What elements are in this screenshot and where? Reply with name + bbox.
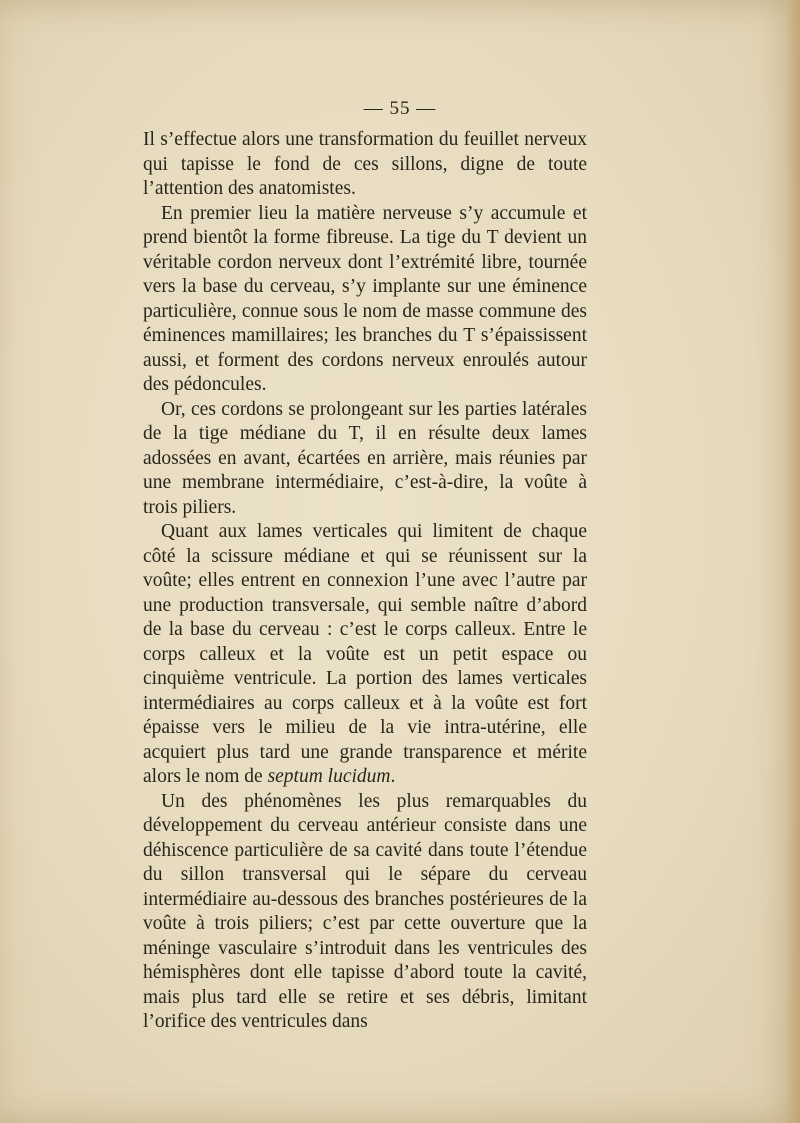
paragraph-4-text: Quant aux lames verticales qui limitent de chaque côté la scissure médiane et qui se réunissent sur la voûte; elles entrent en connexion l’une avec l’autre par une production transversale, qui semble naître d’abord de la base du cerveau : c’est le corps calleux. Entre le corps calleux et la voûte est un petit espace ou cinquième ventricule. La portion des lames verticales intermédiaires au corps calleux et à la voûte est fort épaisse vers le milieu de la vie intra-utérine, elle acquiert plus tard une grande transparence et mérite alors le nom de bbox=[143, 521, 587, 787]
paragraph-5: Un des phénomènes les plus remarquables du développement du cerveau antérieur consiste dans une déhiscence particulière de sa cavité dans toute l’étendue du sillon transversal qui le sépare du cerveau intermédiaire au-dessous des branches postérieures de la voûte à trois piliers; c’est par cette ouverture que la méninge vasculaire s’introduit dans les ventricules des hémisphères dont elle tapisse d’abord toute la cavité, mais plus tard elle se retire et ses débris, limitant l’orifice des ventricules dans bbox=[143, 790, 587, 1032]
paragraph-3: Or, ces cordons se prolongeant sur les parties latérales de la tige médiane du T, il en résulte deux lames adossées en avant, écartées en arrière, mais réunies par une membrane intermédiaire, c’est-à-dire, la voûte à trois piliers. bbox=[143, 398, 587, 518]
paragraph-4 bbox=[143, 520, 587, 790]
body-text bbox=[143, 128, 587, 1035]
septum-lucidum-term: septum lucidum bbox=[267, 766, 391, 787]
paragraph-2: En premier lieu la matière nerveuse s’y accumule et prend bientôt la forme fibreuse. La tige du T devient un véritable cordon nerveux dont l’extrémité libre, tournée vers la base du cerveau, s’y implante sur une éminence particulière, connue sous le nom de masse commune des éminences mamillaires; les branches du T s’épaississent aussi, et forment des cordons nerveux enroulés autour des pédoncules. bbox=[143, 202, 587, 395]
paragraph-4-end: . bbox=[390, 766, 396, 787]
page-edge-shading bbox=[786, 0, 800, 1123]
page-number: — 55 — bbox=[363, 98, 437, 119]
paragraph-1: Il s’effectue alors une transformation du feuillet nerveux qui tapisse le fond de ces sillons, digne de toute l’attention des anatomistes. bbox=[143, 129, 587, 199]
